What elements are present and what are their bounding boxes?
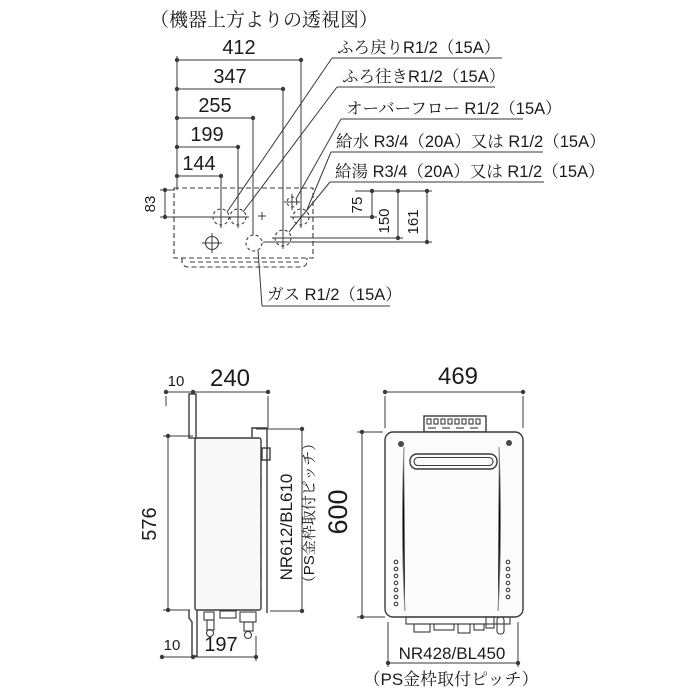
leader-furo-supply xyxy=(243,87,337,212)
dim-255: 255 xyxy=(198,95,232,117)
dim-161: 161 xyxy=(405,209,422,235)
dim-347: 347 xyxy=(213,66,247,88)
dim-144: 144 xyxy=(182,153,216,175)
dim-150: 150 xyxy=(376,208,393,234)
dim-576: 576 xyxy=(139,507,161,541)
leader-overflow xyxy=(296,119,341,199)
side-view-diagram xyxy=(139,365,318,661)
label-hot-water-out: 給湯 R3/4（20A）又は R1/2（15A） xyxy=(335,163,605,181)
side-pitch-note: （PS金枠取付ピッチ） xyxy=(301,435,318,591)
unit-body-side xyxy=(195,438,261,610)
plan-connection-labels xyxy=(227,38,606,306)
wall-hook-bracket-top xyxy=(189,394,196,438)
mount-clip xyxy=(262,448,270,460)
top-view-diagram xyxy=(142,9,606,306)
label-overflow: オーバーフロー R1/2（15A） xyxy=(346,100,562,118)
dim-199: 199 xyxy=(190,124,224,146)
center-mark xyxy=(258,212,266,220)
label-furo-supply: ふろ往きR1/2（15A） xyxy=(342,68,506,86)
screw-top-left xyxy=(398,441,404,447)
plan-depth-dimensions xyxy=(263,189,432,244)
plan-width-dimensions xyxy=(175,37,303,235)
label-gas: ガス R1/2（15A） xyxy=(267,286,402,304)
plan-depth-83-dimension xyxy=(142,188,213,219)
dim-412: 412 xyxy=(222,37,256,59)
wall-hook-bracket-bottom xyxy=(189,610,197,656)
top-view-title: （機器上方よりの透視図） xyxy=(150,10,379,31)
dim-83: 83 xyxy=(142,195,159,213)
gas-port xyxy=(246,235,262,251)
front-view-diagram xyxy=(323,363,539,689)
dim-469: 469 xyxy=(437,363,479,390)
dim-600: 600 xyxy=(323,489,353,535)
unit-body-front xyxy=(385,432,523,617)
unit-front-outline xyxy=(385,416,523,634)
leader-water-in xyxy=(306,152,331,212)
front-pitch-model: NR428/BL450 xyxy=(398,644,506,663)
dim-197: 197 xyxy=(204,634,238,656)
leader-hot-water-out xyxy=(289,182,330,232)
label-water-in: 給水 R3/4（20A）又は R1/2（15A） xyxy=(336,133,606,151)
label-furo-return: ふろ戻りR1/2（15A） xyxy=(337,39,501,57)
drain-pipe xyxy=(497,617,504,634)
unit-side-outline xyxy=(189,394,270,656)
bottom-pipes-front xyxy=(406,617,510,634)
dim-240: 240 xyxy=(209,365,251,392)
dim-10-top: 10 xyxy=(167,373,185,390)
dim-75: 75 xyxy=(349,196,366,214)
dim-10-bottom: 10 xyxy=(163,637,181,654)
screw-top-right xyxy=(506,440,512,446)
side-pitch-model: NR612/BL610 xyxy=(277,473,296,581)
front-pitch-note: （PS金枠取付ピッチ） xyxy=(363,670,539,689)
top-connector-rail xyxy=(424,416,486,432)
